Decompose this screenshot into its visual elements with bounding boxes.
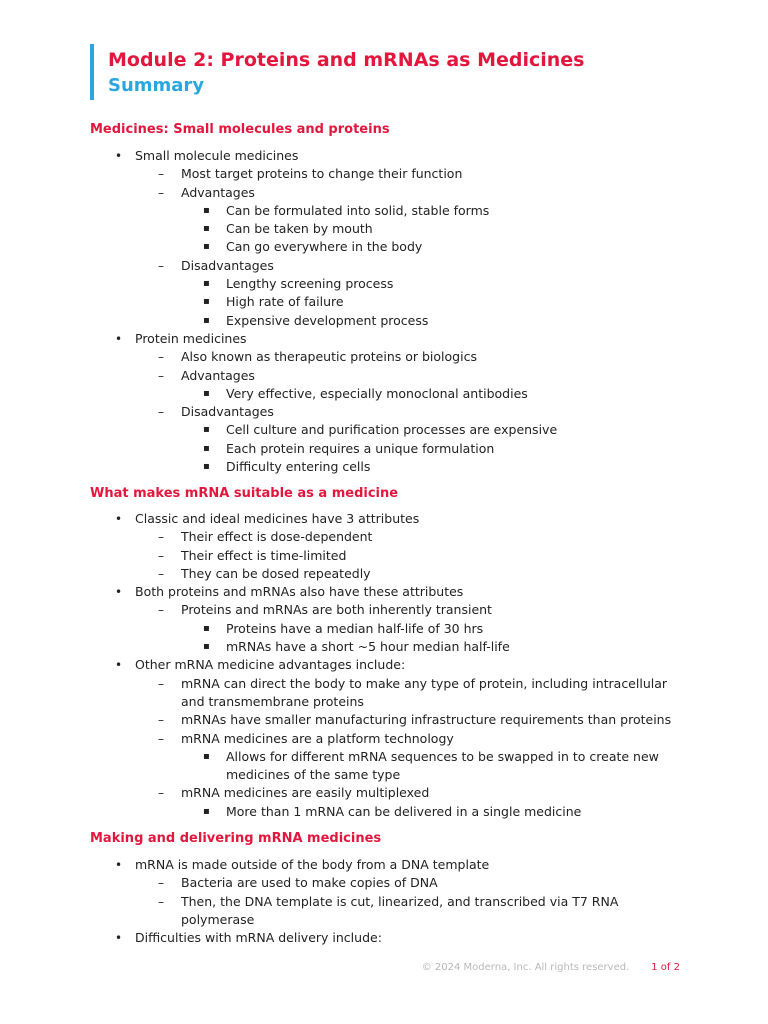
list-item-level-2 xyxy=(90,874,690,892)
list-item-text: mRNA medicines are a platform technology xyxy=(181,730,454,746)
square-marker: ▪ xyxy=(203,622,210,634)
section-mrna-suitable xyxy=(90,485,690,821)
copyright-text: © 2024 Moderna, Inc. All rights reserved. xyxy=(421,962,630,973)
bullet-marker: • xyxy=(115,858,123,872)
list-item-level-3 xyxy=(90,202,690,220)
dash-marker: – xyxy=(158,368,164,383)
list-item-text: Other mRNA medicine advantages include: xyxy=(135,657,406,673)
dash-marker: – xyxy=(158,876,164,891)
list-item-text: Most target proteins to change their function xyxy=(181,166,463,182)
list-item-text: mRNA medicines are easily multiplexed xyxy=(181,785,430,801)
section-making-delivering xyxy=(90,830,690,947)
list-item-text: Then, the DNA template is cut, linearized, and transcribed via T7 RNA polymerase xyxy=(181,893,619,927)
list-item-text: mRNA can direct the body to make any type of protein, including intracellular and transmembrane proteins xyxy=(181,675,668,709)
list-item-level-3 xyxy=(90,620,690,638)
list-item-text: Both proteins and mRNAs also have these attributes xyxy=(135,584,464,600)
list-item-level-2 xyxy=(90,711,690,729)
dash-marker: – xyxy=(158,350,164,365)
list-item-text: Advantages xyxy=(181,184,255,200)
dash-marker: – xyxy=(158,713,164,728)
bullet-marker: • xyxy=(115,658,123,673)
bullet-marker: • xyxy=(115,931,123,946)
list-item-text: Disadvantages xyxy=(181,257,274,273)
list-item-text: mRNAs have a short ~5 hour median half-life xyxy=(226,639,510,655)
list-item-level-2 xyxy=(90,184,690,202)
list-item-level-3 xyxy=(90,275,690,293)
square-marker: ▪ xyxy=(203,204,210,216)
bullet-marker: • xyxy=(115,512,123,526)
square-marker: ▪ xyxy=(203,805,210,817)
list-item-level-1 xyxy=(90,856,690,874)
list-item-text: Proteins have a median half-life of 30 hrs xyxy=(226,620,484,636)
list-item-level-2 xyxy=(90,348,690,366)
page-number: 1 of 2 xyxy=(651,962,680,973)
list-item-text: mRNAs have smaller manufacturing infrastructure requirements than proteins xyxy=(181,712,672,728)
list-item-text: Expensive development process xyxy=(226,312,429,328)
list-item-level-1 xyxy=(90,929,690,947)
list-item-level-1 xyxy=(90,147,690,165)
list-item-level-2 xyxy=(90,165,690,183)
dash-marker: – xyxy=(158,786,164,801)
list-item-level-2 xyxy=(90,893,690,930)
list-item-level-2 xyxy=(90,528,690,546)
list-item-level-3 xyxy=(90,748,690,785)
list-item-level-3 xyxy=(90,421,690,439)
square-marker: ▪ xyxy=(203,241,210,253)
list-item-text: mRNA is made outside of the body from a DNA template xyxy=(135,857,490,872)
list-item-text: Advantages xyxy=(181,367,255,383)
page-subtitle: Summary xyxy=(108,75,205,96)
list-item-text: Allows for different mRNA sequences to be swapped in to create new medicines of the same type xyxy=(226,748,659,783)
list-item-level-2 xyxy=(90,403,690,421)
square-marker: ▪ xyxy=(203,641,210,653)
list-item-level-2 xyxy=(90,601,690,619)
list-item-text: Their effect is dose-dependent xyxy=(181,529,373,545)
list-item-text: Can be taken by mouth xyxy=(226,221,373,237)
dash-marker: – xyxy=(158,530,164,545)
bullet-list xyxy=(90,510,690,821)
dash-marker: – xyxy=(158,676,164,691)
bullet-marker: • xyxy=(115,331,123,346)
square-marker: ▪ xyxy=(203,223,210,235)
list-item-text: More than 1 mRNA can be delivered in a single medicine xyxy=(226,803,582,819)
list-item-level-2 xyxy=(90,367,690,385)
list-item-level-3 xyxy=(90,312,690,330)
list-item-text: Lengthy screening process xyxy=(226,276,394,292)
list-item-text: Difficulties with mRNA delivery include: xyxy=(135,930,382,946)
list-item-level-3 xyxy=(90,238,690,256)
list-item-text: Very effective, especially monoclonal antibodies xyxy=(226,385,528,401)
list-item-text: They can be dosed repeatedly xyxy=(181,565,371,581)
list-item-level-3 xyxy=(90,440,690,458)
square-marker: ▪ xyxy=(203,296,210,308)
list-item-text: Protein medicines xyxy=(135,330,247,346)
title-block xyxy=(90,44,584,100)
list-item-text: Difficulty entering cells xyxy=(226,459,371,475)
list-item-text: Cell culture and purification processes are expensive xyxy=(226,422,558,438)
square-marker: ▪ xyxy=(203,387,210,399)
list-item-level-2 xyxy=(90,565,690,583)
square-marker: ▪ xyxy=(203,424,210,436)
list-item-level-3 xyxy=(90,220,690,238)
list-item-level-1 xyxy=(90,583,690,601)
list-item-level-1 xyxy=(90,330,690,348)
list-item-level-1 xyxy=(90,656,690,674)
list-item-level-2 xyxy=(90,675,690,712)
list-item-level-2 xyxy=(90,730,690,748)
dash-marker: – xyxy=(158,185,164,200)
list-item-text: Also known as therapeutic proteins or biologics xyxy=(181,349,477,365)
page-footer xyxy=(0,962,680,973)
list-item-level-1 xyxy=(90,510,690,528)
list-item-text: Can be formulated into solid, stable forms xyxy=(226,202,490,218)
square-marker: ▪ xyxy=(203,461,210,473)
list-item-text: Each protein requires a unique formulation xyxy=(226,440,495,456)
dash-marker: – xyxy=(158,603,164,618)
dash-marker: – xyxy=(158,566,164,581)
page-title: Module 2: Proteins and mRNAs as Medicines xyxy=(108,49,585,71)
list-item-text: Small molecule medicines xyxy=(135,148,299,163)
list-item-text: Bacteria are used to make copies of DNA xyxy=(181,875,438,891)
square-marker: ▪ xyxy=(203,278,210,290)
list-item-text: Proteins and mRNAs are both inherently transient xyxy=(181,602,492,618)
dash-marker: – xyxy=(158,548,164,563)
dash-marker: – xyxy=(158,167,164,182)
list-item-text: Can go everywhere in the body xyxy=(226,239,423,255)
dash-marker: – xyxy=(158,405,164,420)
section-heading: What makes mRNA suitable as a medicine xyxy=(90,486,399,501)
list-item-level-3 xyxy=(90,293,690,311)
square-marker: ▪ xyxy=(203,314,210,326)
list-item-level-3 xyxy=(90,803,690,821)
list-item-text: High rate of failure xyxy=(226,294,344,310)
bullet-list xyxy=(90,856,690,947)
section-heading: Medicines: Small molecules and proteins xyxy=(90,122,390,137)
dash-marker: – xyxy=(158,894,164,909)
section-small-molecules-proteins xyxy=(90,121,690,476)
square-marker: ▪ xyxy=(203,750,210,762)
bullet-marker: • xyxy=(115,149,123,163)
list-item-level-3 xyxy=(90,458,690,476)
bullet-marker: • xyxy=(115,585,123,600)
dash-marker: – xyxy=(158,258,164,273)
list-item-level-3 xyxy=(90,638,690,656)
list-item-level-2 xyxy=(90,257,690,275)
list-item-text: Classic and ideal medicines have 3 attributes xyxy=(135,511,420,526)
list-item-level-3 xyxy=(90,385,690,403)
list-item-text: Their effect is time-limited xyxy=(181,547,347,563)
list-item-text: Disadvantages xyxy=(181,404,274,420)
list-item-level-2 xyxy=(90,547,690,565)
list-item-level-2 xyxy=(90,784,690,802)
dash-marker: – xyxy=(158,731,164,746)
section-heading: Making and delivering mRNA medicines xyxy=(90,831,382,846)
bullet-list xyxy=(90,147,690,476)
square-marker: ▪ xyxy=(203,442,210,454)
